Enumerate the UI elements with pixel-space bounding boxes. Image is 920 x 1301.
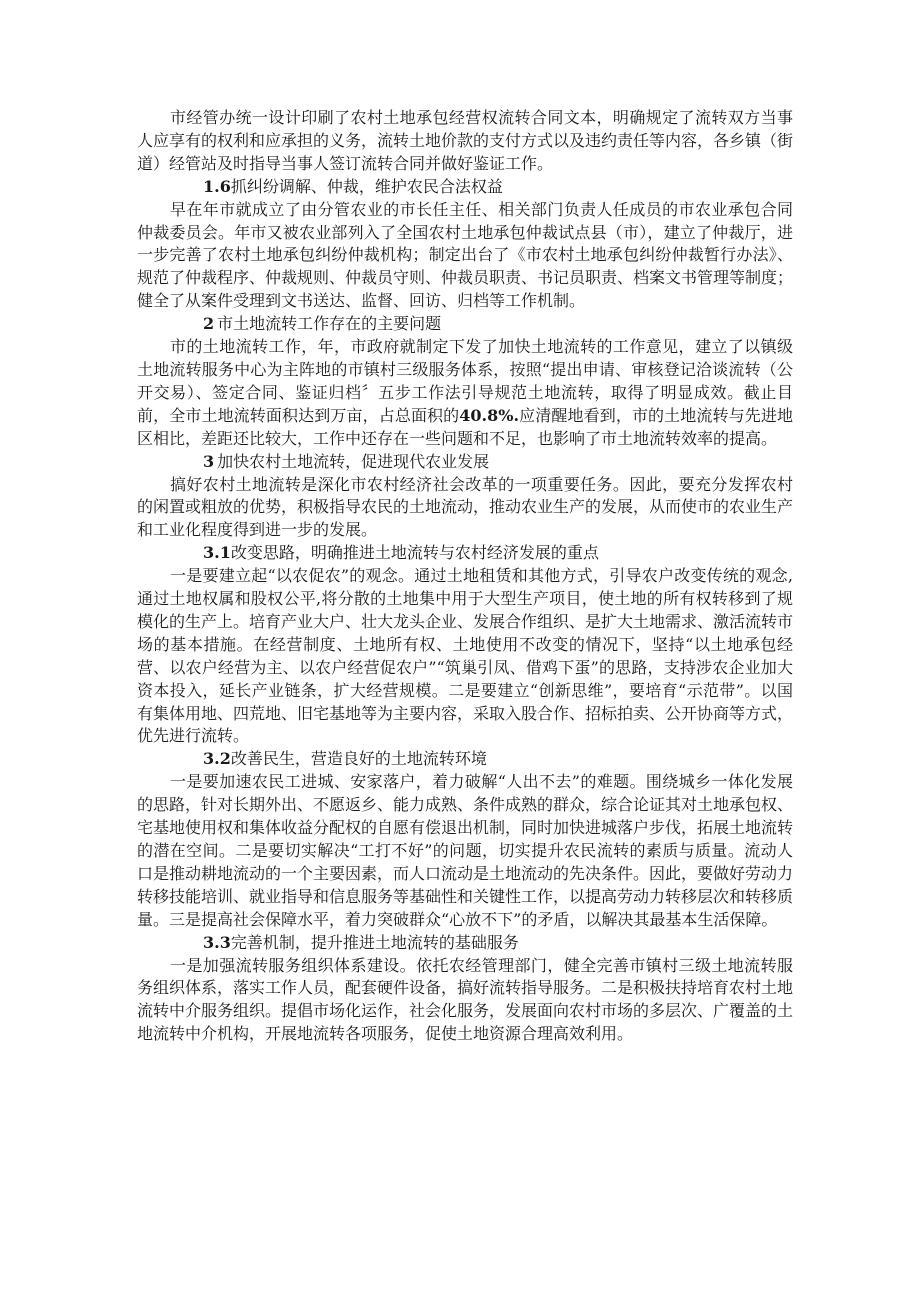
paragraph-change-thinking: 一是要建立起“以农促农”的观念。通过土地租赁和其他方式，引导农户改变传统的观念,通过土地权属和股权公平,将分散的土地集中用于大型生产项目，使土地的所有权转移到了规模化的生产上。培育产业大户、壮大龙头企业、发展合作组织、是扩大土地需求、激活流转市场的基本措施。在经营制度、土地所有权、土地使用不改变的情况下，坚持“以土地承包经营、以农户经营为主、以农户经营促农户”“筑巢引凤、借鸡下蛋”的思路，支持涉农企业加大资本投入，延长产业链条，扩大经营规模。二是要建立“创新思维”，要培育“示范带”。以国有集体用地、四荒地、旧宅基地等为主要内容，采取入股合作、招标拍卖、公开协商等方式，优先进行流转。 — [137, 566, 794, 746]
section-title: 加快农村土地流转，促进现代农业发展 — [217, 451, 490, 471]
paragraph-text: 应清醒地看到，市的土地流转与先进地区相比，差距还比较大，工作中还存在一些问题和不足，也影响了市土地流转效率的提高。 — [137, 405, 793, 448]
section-number: 3.1 — [203, 543, 231, 563]
section-heading-3-2 — [137, 748, 793, 771]
section-title: 改变思路，明确推进土地流转与农村经济发展的重点 — [230, 543, 599, 563]
section-number: 3 — [203, 451, 215, 471]
paragraph-contract-text: 市经管办统一设计印刷了农村土地承包经营权流转合同文本，明确规定了流转双方当事人应享有的权利和应承担的义务，流转土地价款的支付方式以及违约责任等内容，各乡镇（街道）经管站及时指导当事人签订流转合同并做好鉴证工作。 — [137, 108, 794, 173]
section-number: 3.3 — [203, 932, 231, 952]
paragraph-text: 市的土地流转工作，年，市政府就制定下发了加快土地流转的工作意见，建立了以镇级土地流转服务中心为主阵地的市镇村三级服务体系，按照“提出申请、审核登记洽谈流转（公开交易）、签定合同、鉴证归档〞五步工作法引导规范土地流转，取得了明显成效。截止目前，全市土地流转面积达到万亩，占总面积的 — [137, 337, 793, 425]
section-title: 市土地流转工作存在的主要问题 — [217, 314, 442, 334]
document-page — [137, 107, 793, 1046]
section-heading-3 — [137, 451, 793, 474]
paragraph-livelihood: 一是要加速农民工进城、安家落户，着力破解“人出不去”的难题。围绕城乡一体化发展的思路，针对长期外出、不愿返乡、能力成熟、条件成熟的群众，综合论证其对土地承包权、宅基地使用权和集体收益分配权的自愿有偿退出机制，同时加快进城落户步伐，拓展土地流转的潜在空间。二是要切实解决“工打不好”的问题，切实提升农民流转的素质与质量。流动人口是推动耕地流动的一个主要因素，而人口流动是土地流动的先决条件。因此，要做好劳动力转移技能培训、就业指导和信息服务等基础性和关键性工作，以提高劳动力转移层次和转移质量。三是提高社会保障水平，着力突破群众“心放不下”的矛盾，以解决其最基本生活保障。 — [137, 772, 794, 929]
section-title: 抓纠纷调解、仲裁，维护农民合法权益 — [230, 176, 503, 196]
section-number: 2 — [203, 314, 215, 334]
paragraph-reform-task: 搞好农村土地流转是深化市农村经济社会改革的一项重要任务。因此，要充分发挥农村的闲置或粗放的优势，积极指导农民的土地流动，推动农业生产的发展，从而使市的农业生产和工业化程度得到进一步的发展。 — [137, 474, 794, 540]
section-title: 完善机制，提升推进土地流转的基础服务 — [230, 932, 519, 952]
section-heading-3-1 — [137, 542, 793, 565]
paragraph-arbitration: 早在年市就成立了由分管农业的市长任主任、相关部门负责人任成员的市农业承包合同仲裁委员会。年市又被农业部列入了全国农村土地承包仲裁试点县（市），建立了仲裁厅，进一步完善了农村土地承包纠纷仲裁机构；制定出台了《市农村土地承包纠纷仲裁暂行办法》、规范了仲裁程序、仲裁规则、仲裁员守则、仲裁员职责、书记员职责、档案文书管理等制度；健全了从案件受理到文书送达、监督、回访、归档等工作机制。 — [137, 199, 794, 311]
paragraph-land-transfer-status — [137, 336, 793, 451]
section-number: 3.2 — [203, 749, 231, 769]
section-title: 改善民生，营造良好的土地流转环境 — [230, 749, 487, 769]
section-heading-2 — [137, 313, 793, 336]
section-heading-3-3 — [137, 932, 793, 955]
section-number: 1.6 — [203, 176, 231, 196]
paragraph-service-mechanism: 一是加强流转服务组织体系建设。依托农经管理部门，健全完善市镇村三级土地流转服务组织体系，落实工作人员，配套硬件设备，搞好流转指导服务。二是积极扶持培育农村土地流转中介服务组织。提倡市场化运作，社会化服务，发展面向农村市场的多层次、广覆盖的土地流转中介机构，开展地流转各项服务，促使土地资源合理高效利用。 — [137, 955, 794, 1044]
percentage-value: 40.8%. — [459, 405, 520, 425]
section-heading-1-6 — [137, 176, 793, 199]
